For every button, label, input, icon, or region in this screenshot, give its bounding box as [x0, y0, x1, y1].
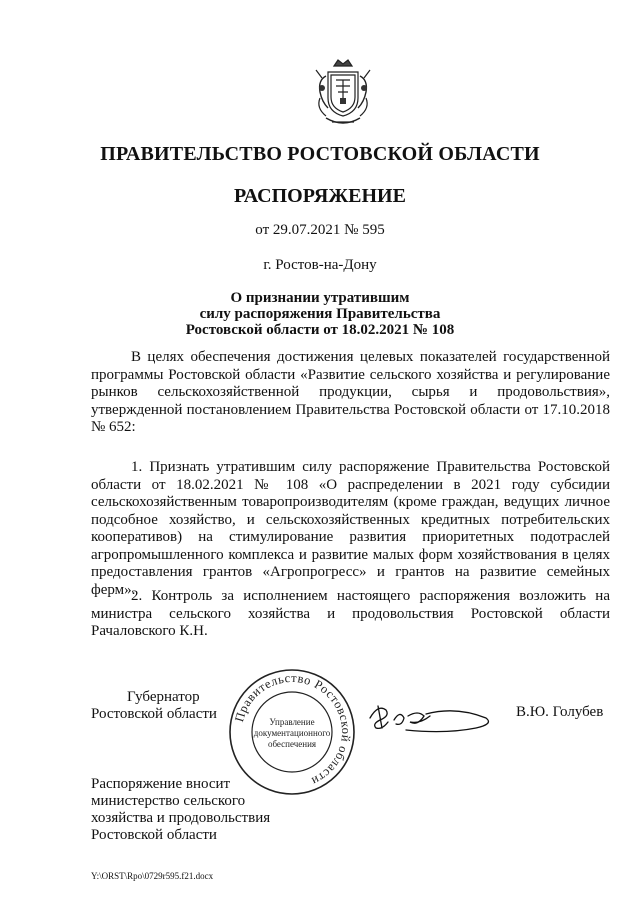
government-title: ПРАВИТЕЛЬСТВО РОСТОВСКОЙ ОБЛАСТИ [100, 143, 540, 165]
stamp-center-line: Управление [269, 717, 315, 727]
submitted-by-line: хозяйства и продовольствия [91, 810, 271, 826]
subject-line: О признании утратившим [230, 290, 410, 306]
submitted-by-block [91, 776, 270, 844]
order-item-1: 1. Признать утратившим силу распоряжение Правительства Ростовской области от 18.02.2021 № 108 «О распределении в 2021 году субсидии сельскохозяйственным товаропроизводителям (кроме граждан, ведущих личное подсобное хозяйство, и сельскохозяйственных кредитных потребительских кооперативов) на стимулирование развития приоритетных подотраслей агропромышленного комплекса и развитие малых форм хозяйствования в целях предоставления грантов «Агропрогресс» и грантов на развитие семейных ферм». [91, 459, 610, 598]
signatory-title-line: Ростовской области [91, 706, 217, 722]
file-path-footer: Y:\ORST\Rpo\0729r595.f21.docx [91, 871, 214, 881]
subject-line: силу распоряжения Правительства [199, 306, 441, 322]
stamp-center-line: документационного [253, 728, 331, 738]
stamp-ring-text: Правительство Ростовской области [232, 670, 354, 789]
document-type: РАСПОРЯЖЕНИЕ [234, 185, 406, 207]
coat-of-arms-icon [312, 58, 374, 128]
submitted-by-line: Распоряжение вносит [91, 776, 231, 792]
document-date-number: от 29.07.2021 № 595 [255, 222, 385, 238]
subject-line: Ростовской области от 18.02.2021 № 108 [185, 322, 455, 338]
handwritten-signature [364, 690, 504, 740]
submitted-by-line: Ростовской области [91, 827, 217, 843]
document-subject [0, 290, 640, 338]
signatory-name: В.Ю. Голубев [516, 704, 604, 720]
submitted-by-line: министерство сельского [91, 793, 246, 809]
signatory-title [91, 689, 217, 723]
preamble-paragraph: В целях обеспечения достижения целевых показателей государственной программы Ростовской области «Развитие сельского хозяйства и регулирование рынков сельскохозяйственной продукции, сырья и продовольствия», утвержденной постановлением Правительства Ростовской области от 17.10.2018 № 652: [91, 349, 610, 435]
signatory-title-line: Губернатор [127, 689, 200, 705]
order-item-2: 2. Контроль за исполнением настоящего распоряжения возложить на министра сельского хозяйства и продовольствия Ростовской области Рачаловского К.Н. [91, 588, 610, 639]
document-city: г. Ростов-на-Дону [263, 257, 377, 273]
stamp-center-line: обеспечения [267, 739, 317, 749]
